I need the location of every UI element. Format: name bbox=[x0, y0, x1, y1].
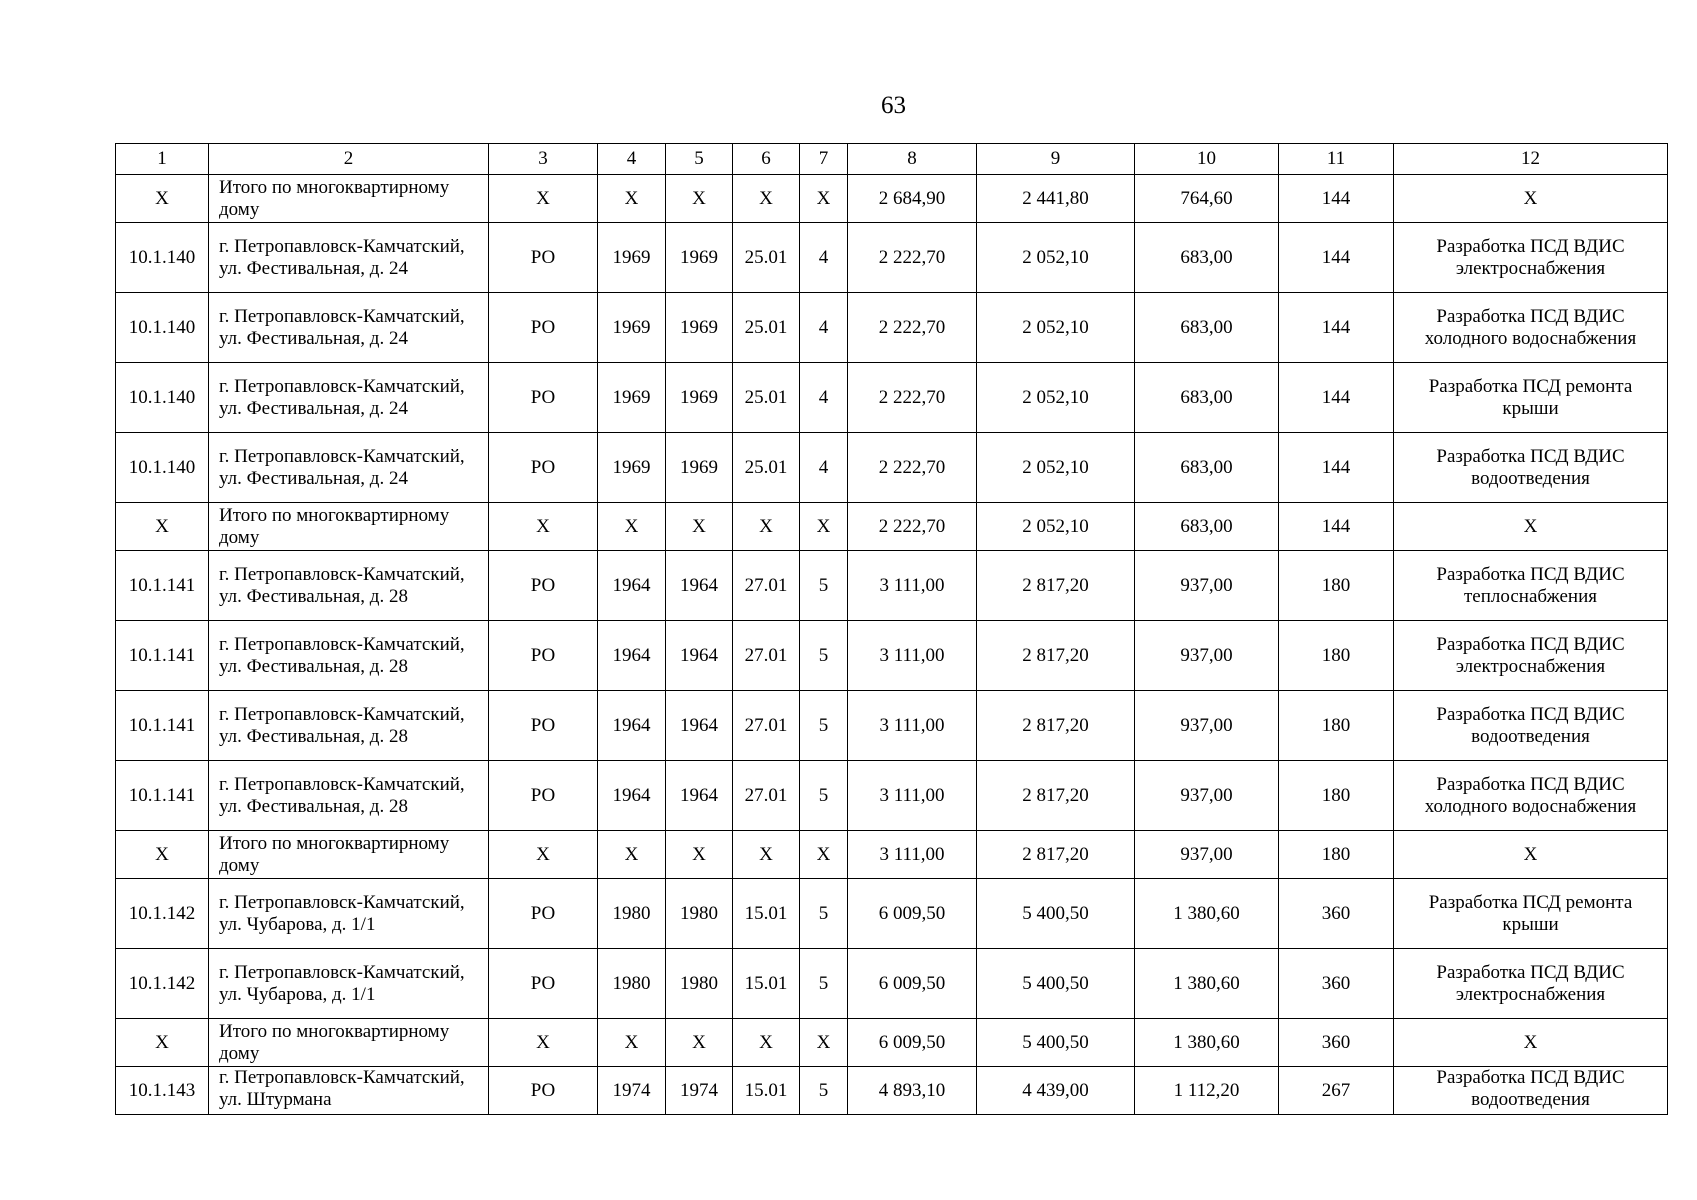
address-cell: г. Петропавловск-Камчатский, ул. Фестивальная, д. 28 bbox=[209, 691, 489, 761]
table-row bbox=[116, 293, 1668, 363]
owner-type-cell: РО bbox=[489, 949, 598, 1019]
non-living-area-cell: 937,00 bbox=[1135, 691, 1279, 761]
owner-type-cell: Х bbox=[489, 831, 598, 879]
year-built-cell: 1969 bbox=[598, 293, 666, 363]
address-cell: г. Петропавловск-Камчатский, ул. Чубарова, д. 1/1 bbox=[209, 879, 489, 949]
living-area-cell: 2 817,20 bbox=[977, 831, 1135, 879]
row-number-cell: Х bbox=[116, 831, 209, 879]
floors-cell: 5 bbox=[800, 879, 848, 949]
address-cell: г. Петропавловск-Камчатский, ул. Фестивальная, д. 24 bbox=[209, 363, 489, 433]
table-row bbox=[116, 1067, 1668, 1115]
year-built-cell: Х bbox=[598, 831, 666, 879]
work-type-cell: Разработка ПСД ВДИС водоотведения bbox=[1394, 691, 1668, 761]
year-commissioned-cell: 1980 bbox=[666, 949, 733, 1019]
address-cell: г. Петропавловск-Камчатский, ул. Фестивальная, д. 24 bbox=[209, 223, 489, 293]
code-cell: 27.01 bbox=[733, 761, 800, 831]
total-area-cell: 6 009,50 bbox=[848, 1019, 977, 1067]
work-type-cell: Х bbox=[1394, 1019, 1668, 1067]
owner-type-cell: РО bbox=[489, 223, 598, 293]
year-commissioned-cell: 1969 bbox=[666, 223, 733, 293]
living-area-cell: 4 439,00 bbox=[977, 1067, 1135, 1115]
floors-cell: 5 bbox=[800, 691, 848, 761]
code-cell: 27.01 bbox=[733, 691, 800, 761]
floors-cell: Х bbox=[800, 175, 848, 223]
residents-cell: 144 bbox=[1279, 293, 1394, 363]
row-number-cell: 10.1.143 bbox=[116, 1067, 209, 1115]
year-commissioned-cell: Х bbox=[666, 1019, 733, 1067]
floors-cell: 4 bbox=[800, 433, 848, 503]
residents-cell: 180 bbox=[1279, 761, 1394, 831]
work-type-cell: Х bbox=[1394, 831, 1668, 879]
work-type-cell: Разработка ПСД ВДИС водоотведения bbox=[1394, 433, 1668, 503]
column-number: 2 bbox=[209, 144, 489, 175]
owner-type-cell: РО bbox=[489, 363, 598, 433]
floors-cell: 5 bbox=[800, 761, 848, 831]
total-area-cell: 2 222,70 bbox=[848, 223, 977, 293]
floors-cell: Х bbox=[800, 1019, 848, 1067]
owner-type-cell: Х bbox=[489, 1019, 598, 1067]
non-living-area-cell: 683,00 bbox=[1135, 503, 1279, 551]
row-number-cell: 10.1.141 bbox=[116, 621, 209, 691]
year-built-cell: Х bbox=[598, 175, 666, 223]
address-cell: г. Петропавловск-Камчатский, ул. Чубарова, д. 1/1 bbox=[209, 949, 489, 1019]
column-number: 6 bbox=[733, 144, 800, 175]
column-number: 9 bbox=[977, 144, 1135, 175]
row-number-cell: 10.1.142 bbox=[116, 949, 209, 1019]
column-number: 8 bbox=[848, 144, 977, 175]
non-living-area-cell: 683,00 bbox=[1135, 223, 1279, 293]
work-type-cell: Разработка ПСД ВДИС водоотведения bbox=[1394, 1067, 1668, 1115]
year-commissioned-cell: 1969 bbox=[666, 433, 733, 503]
floors-cell: Х bbox=[800, 831, 848, 879]
total-area-cell: 3 111,00 bbox=[848, 831, 977, 879]
address-cell: г. Петропавловск-Камчатский, ул. Фестивальная, д. 24 bbox=[209, 433, 489, 503]
column-number: 4 bbox=[598, 144, 666, 175]
non-living-area-cell: 683,00 bbox=[1135, 363, 1279, 433]
year-built-cell: 1974 bbox=[598, 1067, 666, 1115]
living-area-cell: 2 052,10 bbox=[977, 223, 1135, 293]
residents-cell: 144 bbox=[1279, 363, 1394, 433]
floors-cell: Х bbox=[800, 503, 848, 551]
non-living-area-cell: 937,00 bbox=[1135, 831, 1279, 879]
address-cell: Итого по многоквартирному дому bbox=[209, 1019, 489, 1067]
row-number-cell: 10.1.141 bbox=[116, 691, 209, 761]
owner-type-cell: РО bbox=[489, 621, 598, 691]
year-built-cell: 1964 bbox=[598, 621, 666, 691]
row-number-cell: 10.1.140 bbox=[116, 223, 209, 293]
residents-cell: 180 bbox=[1279, 831, 1394, 879]
total-area-cell: 2 684,90 bbox=[848, 175, 977, 223]
year-built-cell: 1964 bbox=[598, 691, 666, 761]
code-cell: Х bbox=[733, 175, 800, 223]
living-area-cell: 2 817,20 bbox=[977, 551, 1135, 621]
non-living-area-cell: 683,00 bbox=[1135, 433, 1279, 503]
row-number-cell: 10.1.142 bbox=[116, 879, 209, 949]
year-commissioned-cell: 1980 bbox=[666, 879, 733, 949]
code-cell: 25.01 bbox=[733, 433, 800, 503]
year-commissioned-cell: 1964 bbox=[666, 761, 733, 831]
living-area-cell: 2 052,10 bbox=[977, 363, 1135, 433]
total-area-cell: 4 893,10 bbox=[848, 1067, 977, 1115]
column-number: 1 bbox=[116, 144, 209, 175]
row-number-cell: Х bbox=[116, 175, 209, 223]
code-cell: Х bbox=[733, 1019, 800, 1067]
year-built-cell: 1964 bbox=[598, 761, 666, 831]
code-cell: Х bbox=[733, 503, 800, 551]
floors-cell: 4 bbox=[800, 293, 848, 363]
total-row bbox=[116, 831, 1668, 879]
total-row bbox=[116, 1019, 1668, 1067]
row-number-cell: Х bbox=[116, 503, 209, 551]
non-living-area-cell: 1 380,60 bbox=[1135, 879, 1279, 949]
residents-cell: 144 bbox=[1279, 175, 1394, 223]
work-type-cell: Разработка ПСД ВДИС теплоснабжения bbox=[1394, 551, 1668, 621]
table-row bbox=[116, 691, 1668, 761]
owner-type-cell: РО bbox=[489, 761, 598, 831]
address-cell: г. Петропавловск-Камчатский, ул. Фестивальная, д. 24 bbox=[209, 293, 489, 363]
column-number-row bbox=[116, 144, 1668, 175]
living-area-cell: 5 400,50 bbox=[977, 879, 1135, 949]
living-area-cell: 2 052,10 bbox=[977, 293, 1135, 363]
work-type-cell: Х bbox=[1394, 503, 1668, 551]
table-row bbox=[116, 879, 1668, 949]
work-type-cell: Разработка ПСД ремонта крыши bbox=[1394, 879, 1668, 949]
address-cell: г. Петропавловск-Камчатский, ул. Фестивальная, д. 28 bbox=[209, 761, 489, 831]
year-built-cell: 1964 bbox=[598, 551, 666, 621]
work-type-cell: Разработка ПСД ВДИС холодного водоснабжения bbox=[1394, 761, 1668, 831]
table-row bbox=[116, 761, 1668, 831]
non-living-area-cell: 683,00 bbox=[1135, 293, 1279, 363]
year-built-cell: 1980 bbox=[598, 879, 666, 949]
table-row bbox=[116, 433, 1668, 503]
residents-cell: 360 bbox=[1279, 949, 1394, 1019]
living-area-cell: 2 052,10 bbox=[977, 503, 1135, 551]
table-row bbox=[116, 551, 1668, 621]
year-commissioned-cell: Х bbox=[666, 831, 733, 879]
code-cell: 25.01 bbox=[733, 223, 800, 293]
year-built-cell: 1969 bbox=[598, 363, 666, 433]
non-living-area-cell: 1 380,60 bbox=[1135, 949, 1279, 1019]
address-cell: г. Петропавловск-Камчатский, ул. Фестивальная, д. 28 bbox=[209, 621, 489, 691]
floors-cell: 5 bbox=[800, 621, 848, 691]
living-area-cell: 2 817,20 bbox=[977, 761, 1135, 831]
owner-type-cell: РО bbox=[489, 551, 598, 621]
row-number-cell: 10.1.141 bbox=[116, 551, 209, 621]
registry-table bbox=[115, 143, 1668, 1115]
address-cell: Итого по многоквартирному дому bbox=[209, 831, 489, 879]
total-area-cell: 2 222,70 bbox=[848, 503, 977, 551]
work-type-cell: Разработка ПСД ВДИС холодного водоснабжения bbox=[1394, 293, 1668, 363]
floors-cell: 4 bbox=[800, 223, 848, 293]
address-cell: г. Петропавловск-Камчатский, ул. Фестивальная, д. 28 bbox=[209, 551, 489, 621]
owner-type-cell: РО bbox=[489, 433, 598, 503]
work-type-cell: Х bbox=[1394, 175, 1668, 223]
total-row bbox=[116, 175, 1668, 223]
living-area-cell: 5 400,50 bbox=[977, 949, 1135, 1019]
work-type-cell: Разработка ПСД ВДИС электроснабжения bbox=[1394, 621, 1668, 691]
year-commissioned-cell: 1969 bbox=[666, 293, 733, 363]
floors-cell: 5 bbox=[800, 949, 848, 1019]
non-living-area-cell: 937,00 bbox=[1135, 551, 1279, 621]
total-area-cell: 3 111,00 bbox=[848, 761, 977, 831]
column-number: 3 bbox=[489, 144, 598, 175]
non-living-area-cell: 937,00 bbox=[1135, 761, 1279, 831]
code-cell: 27.01 bbox=[733, 621, 800, 691]
year-commissioned-cell: 1964 bbox=[666, 691, 733, 761]
non-living-area-cell: 1 380,60 bbox=[1135, 1019, 1279, 1067]
living-area-cell: 2 817,20 bbox=[977, 621, 1135, 691]
code-cell: 15.01 bbox=[733, 949, 800, 1019]
row-number-cell: 10.1.141 bbox=[116, 761, 209, 831]
year-commissioned-cell: Х bbox=[666, 175, 733, 223]
code-cell: Х bbox=[733, 831, 800, 879]
page-number: 63 bbox=[881, 92, 906, 119]
owner-type-cell: Х bbox=[489, 503, 598, 551]
year-commissioned-cell: 1964 bbox=[666, 551, 733, 621]
total-area-cell: 2 222,70 bbox=[848, 433, 977, 503]
residents-cell: 360 bbox=[1279, 879, 1394, 949]
row-number-cell: Х bbox=[116, 1019, 209, 1067]
column-number: 12 bbox=[1394, 144, 1668, 175]
living-area-cell: 2 441,80 bbox=[977, 175, 1135, 223]
non-living-area-cell: 764,60 bbox=[1135, 175, 1279, 223]
owner-type-cell: Х bbox=[489, 175, 598, 223]
floors-cell: 5 bbox=[800, 1067, 848, 1115]
year-commissioned-cell: 1964 bbox=[666, 621, 733, 691]
code-cell: 25.01 bbox=[733, 293, 800, 363]
row-number-cell: 10.1.140 bbox=[116, 363, 209, 433]
table-row bbox=[116, 223, 1668, 293]
table-row bbox=[116, 949, 1668, 1019]
owner-type-cell: РО bbox=[489, 1067, 598, 1115]
residents-cell: 144 bbox=[1279, 433, 1394, 503]
code-cell: 27.01 bbox=[733, 551, 800, 621]
residents-cell: 144 bbox=[1279, 223, 1394, 293]
year-built-cell: 1969 bbox=[598, 433, 666, 503]
year-commissioned-cell: 1974 bbox=[666, 1067, 733, 1115]
year-built-cell: Х bbox=[598, 1019, 666, 1067]
column-number: 7 bbox=[800, 144, 848, 175]
column-number: 5 bbox=[666, 144, 733, 175]
total-area-cell: 3 111,00 bbox=[848, 691, 977, 761]
total-area-cell: 2 222,70 bbox=[848, 363, 977, 433]
total-area-cell: 2 222,70 bbox=[848, 293, 977, 363]
column-number: 11 bbox=[1279, 144, 1394, 175]
code-cell: 25.01 bbox=[733, 363, 800, 433]
address-cell: Итого по многоквартирному дому bbox=[209, 503, 489, 551]
work-type-cell: Разработка ПСД ВДИС электроснабжения bbox=[1394, 949, 1668, 1019]
residents-cell: 267 bbox=[1279, 1067, 1394, 1115]
total-row bbox=[116, 503, 1668, 551]
code-cell: 15.01 bbox=[733, 1067, 800, 1115]
total-area-cell: 3 111,00 bbox=[848, 551, 977, 621]
column-number: 10 bbox=[1135, 144, 1279, 175]
year-built-cell: Х bbox=[598, 503, 666, 551]
non-living-area-cell: 937,00 bbox=[1135, 621, 1279, 691]
total-area-cell: 3 111,00 bbox=[848, 621, 977, 691]
living-area-cell: 2 817,20 bbox=[977, 691, 1135, 761]
floors-cell: 4 bbox=[800, 363, 848, 433]
owner-type-cell: РО bbox=[489, 691, 598, 761]
year-commissioned-cell: 1969 bbox=[666, 363, 733, 433]
year-built-cell: 1969 bbox=[598, 223, 666, 293]
residents-cell: 360 bbox=[1279, 1019, 1394, 1067]
row-number-cell: 10.1.140 bbox=[116, 293, 209, 363]
year-commissioned-cell: Х bbox=[666, 503, 733, 551]
address-cell: Итого по многоквартирному дому bbox=[209, 175, 489, 223]
row-number-cell: 10.1.140 bbox=[116, 433, 209, 503]
owner-type-cell: РО bbox=[489, 293, 598, 363]
work-type-cell: Разработка ПСД ремонта крыши bbox=[1394, 363, 1668, 433]
total-area-cell: 6 009,50 bbox=[848, 879, 977, 949]
address-cell: г. Петропавловск-Камчатский, ул. Штурмана bbox=[209, 1067, 489, 1115]
residents-cell: 180 bbox=[1279, 621, 1394, 691]
living-area-cell: 2 052,10 bbox=[977, 433, 1135, 503]
living-area-cell: 5 400,50 bbox=[977, 1019, 1135, 1067]
floors-cell: 5 bbox=[800, 551, 848, 621]
table-row bbox=[116, 363, 1668, 433]
year-built-cell: 1980 bbox=[598, 949, 666, 1019]
owner-type-cell: РО bbox=[489, 879, 598, 949]
residents-cell: 180 bbox=[1279, 551, 1394, 621]
table-row bbox=[116, 621, 1668, 691]
residents-cell: 180 bbox=[1279, 691, 1394, 761]
residents-cell: 144 bbox=[1279, 503, 1394, 551]
non-living-area-cell: 1 112,20 bbox=[1135, 1067, 1279, 1115]
work-type-cell: Разработка ПСД ВДИС электроснабжения bbox=[1394, 223, 1668, 293]
total-area-cell: 6 009,50 bbox=[848, 949, 977, 1019]
code-cell: 15.01 bbox=[733, 879, 800, 949]
